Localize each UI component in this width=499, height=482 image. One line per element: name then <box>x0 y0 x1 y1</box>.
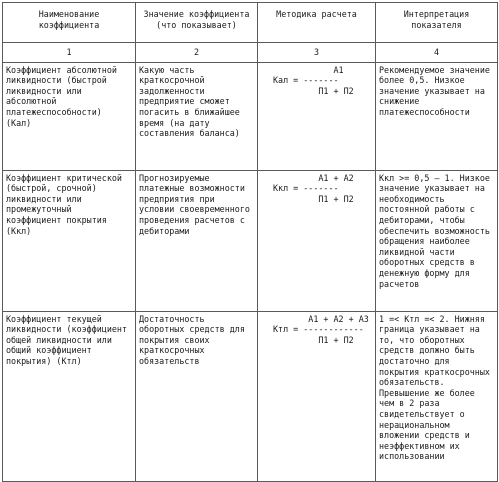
coefficient-name: Коэффициент абсолютной ликвидности (быстрой ликвидности или абсолютной платежеспособности) (Кал) <box>3 62 136 170</box>
header-meaning: Значение коэффициента (что показывает) <box>136 3 258 43</box>
coefficient-name: Коэффициент текущей ликвидности (коэффициент общей ликвидности или общий коэффициент покрытия) (Ктл) <box>3 311 136 481</box>
table-row <box>3 311 498 481</box>
coefficient-meaning: Прогнозируемые платежные возможности предприятия при условии своевременного проведения расчетов с дебиторами <box>136 170 258 311</box>
formula-cell <box>258 311 376 481</box>
coefficient-meaning: Достаточность оборотных средств для покрытия своих краткосрочных обязательств <box>136 311 258 481</box>
column-number: 2 <box>136 43 258 63</box>
column-number: 3 <box>258 43 376 63</box>
coefficient-interpretation: 1 =< Ктл =< 2. Нижняя граница указывает на то, что оборотных средств должно быть достаточно для покрытия краткосрочных обязательств. Превышение же более чем в 2 раза свидетельствует о нерациональном вложении средств и неэффективном их использовании <box>376 311 498 481</box>
header-method: Методика расчета <box>258 3 376 43</box>
header-name: Наименование коэффициента <box>3 3 136 43</box>
formula: А1 Кал = ------- П1 + П2 <box>273 64 354 96</box>
table-row <box>3 170 498 311</box>
coefficient-meaning: Какую часть краткосрочной задолженности предприятие сможет погасить в ближайшее время (на дату составления баланса) <box>136 62 258 170</box>
coefficients-table <box>2 2 498 482</box>
coefficient-name: Коэффициент критической (быстрой, срочной) ликвидности или промежуточный коэффициент покрытия (Ккл) <box>3 170 136 311</box>
formula-cell <box>258 62 376 170</box>
formula: А1 + А2 Ккл = ------- П1 + П2 <box>273 172 354 204</box>
coefficient-interpretation: Рекомендуемое значение более 0,5. Низкое значение указывает на снижение платежеспособности <box>376 62 498 170</box>
column-number: 4 <box>376 43 498 63</box>
header-interpretation: Интерпретация показателя <box>376 3 498 43</box>
column-number: 1 <box>3 43 136 63</box>
formula-cell <box>258 170 376 311</box>
table-row <box>3 62 498 170</box>
column-number-row <box>3 43 498 63</box>
formula: А1 + А2 + А3 Ктл = ------------ П1 + П2 <box>273 313 369 345</box>
coefficient-interpretation: Ккл >= 0,5 – 1. Низкое значение указывает на необходимость постоянной работы с дебиторами, чтобы обеспечить возможность обращения наиболее ликвидной части оборотных средств в денежную форму для расчетов <box>376 170 498 311</box>
header-row <box>3 3 498 43</box>
